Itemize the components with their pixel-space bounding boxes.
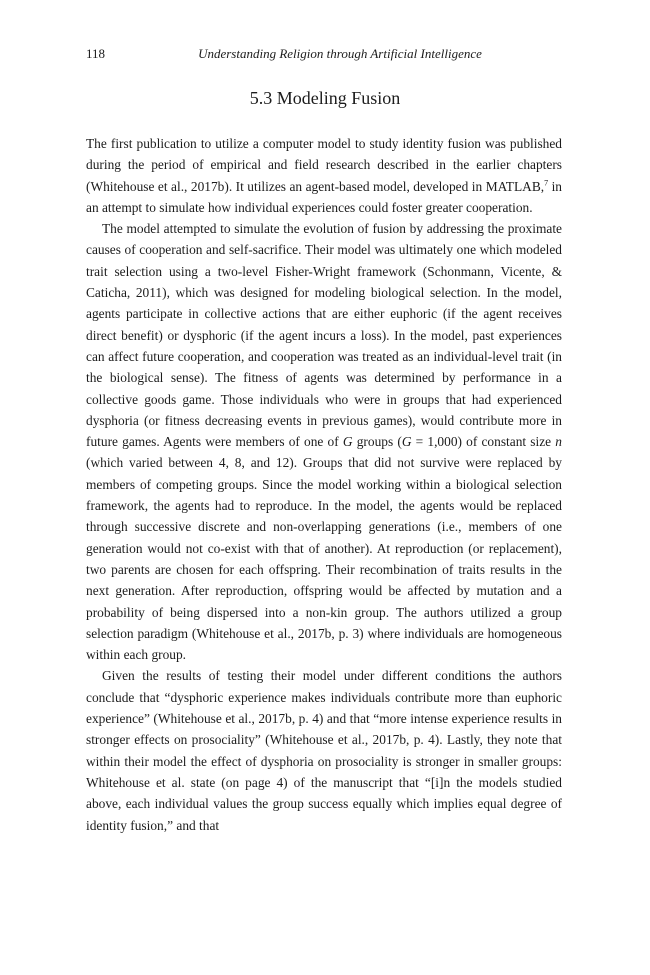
running-title: Understanding Religion through Artificial Intelligence [198, 46, 482, 61]
paragraph-2-text-b: groups ( [352, 434, 402, 450]
running-head [86, 46, 564, 64]
paragraph-2-text-a: The model attempted to simulate the evolution of fusion by addressing the proximate causes of cooperation and self-sacrifice. Their model was ultimately one which modeled trait selection using a two-level Fisher-Wright framework (Schonmann, Vicente, & Caticha, 2011), which was designed for modeling biological selection. In the model, agents participate in collective actions that are either euphoric (if the agent receives direct benefit) or dysphoric (if the agent incurs a loss). In the model, past experiences can affect future cooperation, and cooperation was treated as an individual-level trait (in the biological sense). The fitness of agents was determined by performance in a collective goods game. Those individuals who were in groups that had experienced dysphoria (or fitness decreasing events in previous games), would contribute more in future games. Agents were members of one of [86, 221, 562, 450]
paragraph-2-text-d: (which varied between 4, 8, and 12). Groups that did not survive were replaced by members of competing groups. Since the model working within a biological selection framework, the agents had to reproduce. In the model, the agents would be replaced through successive discrete and non-overlapping generations (i.e., members of one generation would not co-exist with that of another). At reproduction (or replacement), two parents are chosen for each offspring. Their recombination of traits results in the next generation. After reproduction, offspring would be affected by mutation and a probability of being dispersed into a non-kin group. The authors utilized a group selection paradigm (Whitehouse et al., 2017b, p. 3) where individuals are homogeneous within each group. [86, 455, 562, 663]
paragraph-1-text-a: The first publication to utilize a computer model to study identity fusion was published during the period of empirical and field research described in the earlier chapters (Whitehouse et al., 2017b). It utilizes an agent-based model, developed in MATLAB, [86, 136, 562, 194]
paragraph-3: Given the results of testing their model under different conditions the authors conclude that “dysphoric experience makes individuals contribute more than euphoric experience” (Whitehouse et al., 2017b, p. 4) and that “more intense experience results in stronger effects on prosociality” (Whitehouse et al., 2017b, p. 4). Lastly, they note that within their model the effect of dysphoria on prosociality is stronger in smaller groups: Whitehouse et al. state (on page 4) of the manuscript that “[i]n the models studied above, each individual values the group success equally which implies equal degree of identity fusion,” and that [86, 668, 562, 833]
body-text [86, 133, 562, 836]
variable-g-value: G [401, 434, 412, 450]
section-heading: 5.3 Modeling Fusion [249, 88, 401, 108]
paragraph-2 [86, 218, 562, 665]
variable-g: G [342, 434, 353, 450]
footnote-marker[interactable]: 7 [544, 178, 549, 188]
page-number: 118 [86, 46, 106, 61]
variable-n: n [555, 434, 562, 450]
paragraph-1 [86, 133, 562, 218]
paragraph-1-text-b: in an attempt to simulate how individual experiences could foster greater cooperation. [86, 178, 562, 215]
paragraph-2-text-c: = 1,000) of constant size [411, 434, 556, 450]
